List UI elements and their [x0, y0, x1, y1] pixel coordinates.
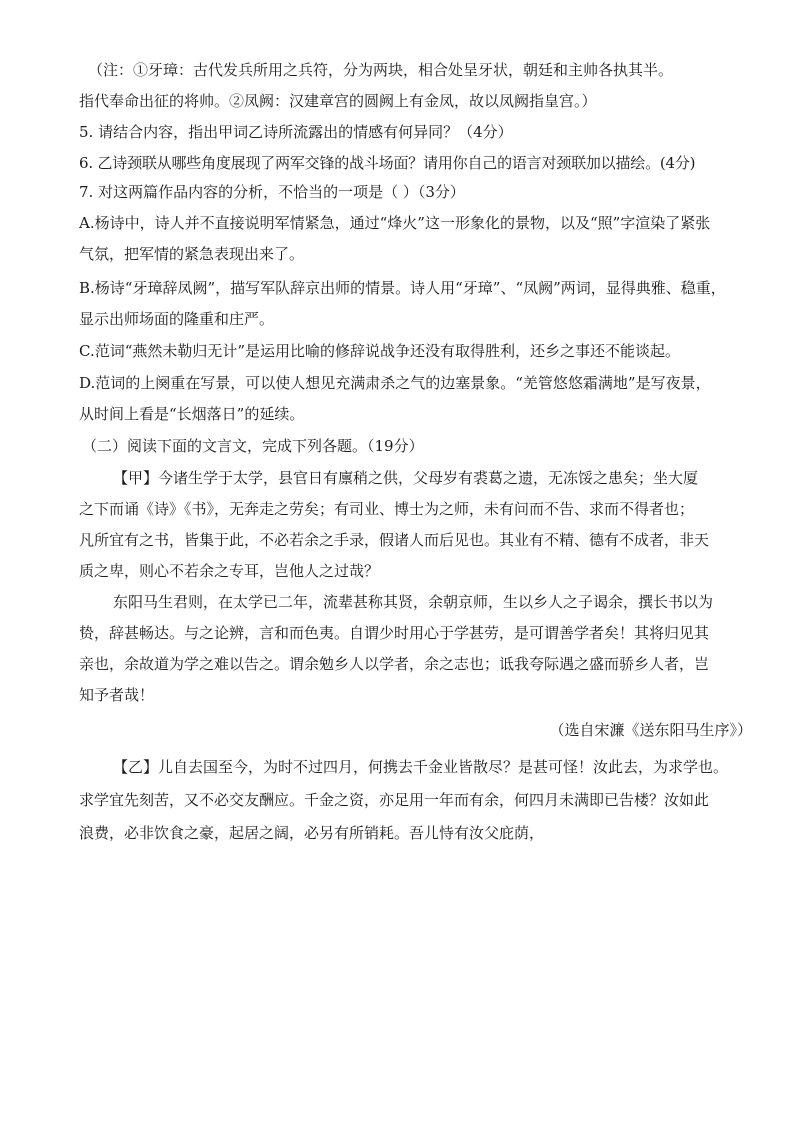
annotation-line-2: 指代奉命出征的将帅。②凤阙：汉建章宫的圆阙上有金凤，故以凤阙指皇宫。）: [79, 92, 597, 110]
option-b-line-2: 显示出师场面的隆重和庄严。: [79, 310, 275, 328]
passage-jia-line-3: 凡所宜有之书，皆集于此，不必若余之手录，假诸人而后见也。其业有不精、德有不成者，非天: [79, 531, 710, 549]
passage-jia-para2-line-2: 贽，辞甚畅达。与之论辨，言和而色夷。自谓少时用心于学甚劳，是可谓善学者矣！其将归见其: [79, 624, 710, 642]
passage-yi-line-1: 【乙】儿自去国至今，为时不过四月，何携去千金业皆散尽？是甚可怪！汝此去，为求学也。: [113, 758, 729, 776]
option-d-line-2: 从时间上看是“长烟落日”的延续。: [79, 405, 305, 423]
passage-jia-line-2: 之下而诵《诗》《书》，无奔走之劳矣；有司业、博士为之师，未有问而不告、求而不得者也；: [79, 500, 695, 518]
passage-jia-para2-line-3: 亲也，余故道为学之难以告之。谓余勉乡人以学者，余之志也；诋我夸际遇之盛而骄乡人者，岂: [79, 655, 710, 673]
source-citation: （选自宋濂《送东阳马生序》）: [549, 721, 752, 739]
option-c: C.范词“燕然未勒归无计”是运用比喻的修辞说战争还没有取得胜利，还乡之事还不能谈起。: [79, 342, 681, 360]
option-b-line-1: B.杨诗“牙璋辞凤阙”，描写军队辞京出师的情景。诗人用“牙璋”、“凤阙”两词，显得典雅、稳重，: [79, 279, 726, 297]
passage-yi-line-2: 求学宜先刻苦，又不必交友酬应。千金之资，亦足用一年而有余，何四月未满即已告楼？汝如此: [79, 791, 710, 809]
option-a-line-2: 气氛，把军情的紧急表现出来了。: [79, 245, 305, 263]
question-7: 7. 对这两篇作品内容的分析，不恰当的一项是（ ）（3分）: [79, 183, 465, 201]
passage-jia-para2-line-1: 东阳马生君则，在太学已二年，流辈甚称其贤，余朝京师，生以乡人之子谒余，撰长书以为: [113, 593, 714, 611]
option-d-line-1: D.范词的上阕重在写景，可以使人想见充满肃杀之气的边塞景象。“羌管悠悠霜满地”是写夜景，: [79, 374, 711, 392]
passage-jia-line-1: 【甲】今诸生学于太学，县官日有廪稍之供，父母岁有裘葛之遗，无冻馁之患矣；坐大厦: [113, 469, 699, 487]
option-a-line-1: A.杨诗中，诗人并不直接说明军情紧急，通过“烽火”这一形象化的景物，以及“照”字渲染了紧张: [79, 214, 711, 232]
section-heading: （二）阅读下面的文言文，完成下列各题。（19分）: [82, 437, 424, 455]
passage-jia-para2-line-4: 知予者哉！: [79, 686, 155, 704]
question-5: 5. 请结合内容，指出甲词乙诗所流露出的情感有何异同？（4分）: [79, 123, 513, 141]
annotation-line-1: （注：①牙璋：古代发兵所用之兵符，分为两块，相合处呈牙状，朝廷和主帅各执其半。: [88, 61, 674, 79]
passage-yi-line-3: 浪费，必非饮食之豪，起居之阔，必另有所销耗。吾儿恃有汝父庇荫，: [79, 824, 545, 842]
question-6: 6. 乙诗颈联从哪些角度展现了两军交锋的战斗场面？请用你自己的语言对颈联加以描绘。(4分): [79, 154, 696, 172]
passage-jia-line-4: 质之卑，则心不若余之专耳，岂他人之过哉？: [79, 562, 380, 580]
